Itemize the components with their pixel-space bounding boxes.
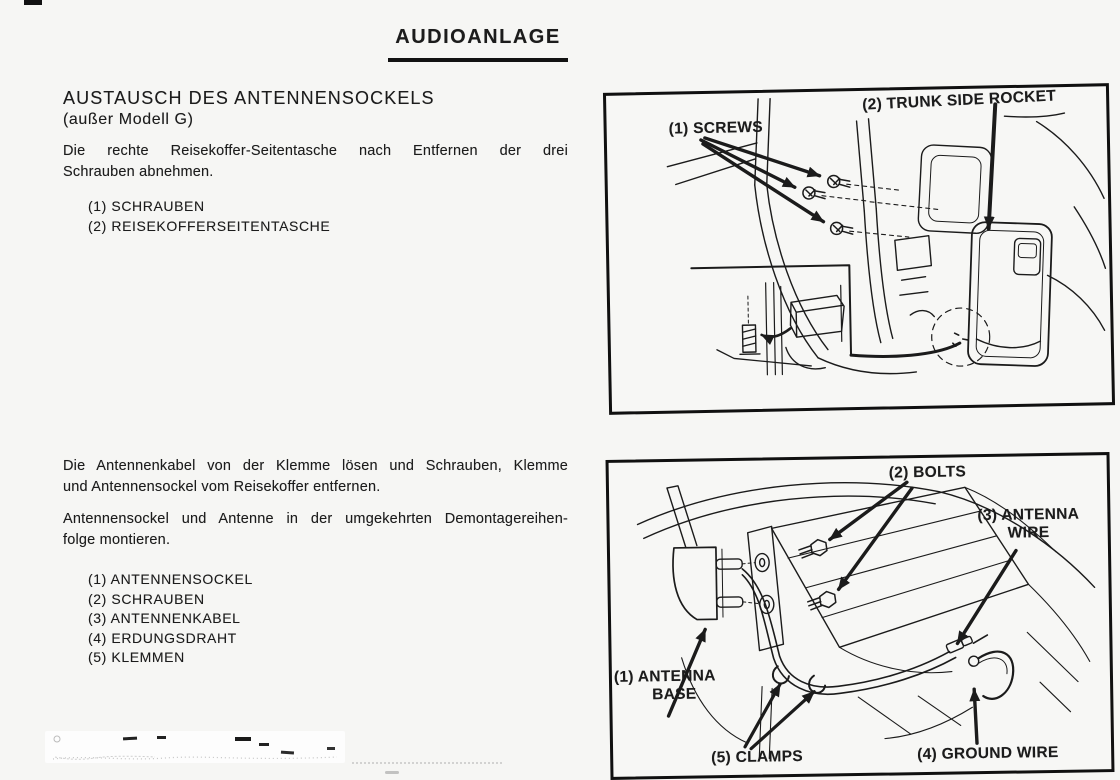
antenna-wire-arrow (956, 551, 1017, 644)
paragraph-remove-pocket (63, 141, 568, 183)
page-title: AUDIOANLAGE (395, 26, 561, 48)
list-item: (1) SCHRAUBEN (88, 198, 205, 214)
scan-artifact-corner (24, 0, 42, 5)
legend-list-antenna (88, 570, 253, 668)
illegible-stamp-artifact (45, 731, 345, 763)
pocket-arrow (986, 104, 997, 228)
figure-antenna-base (606, 452, 1115, 780)
label-antenna-wire: (3) ANTENNA WIRE (977, 505, 1080, 542)
title-underline (388, 58, 568, 62)
bolts-arrow (837, 488, 914, 589)
screw-icons (803, 175, 853, 235)
label-antenna-base: (1) ANTENNA BASE (613, 667, 716, 704)
paragraph-line: Antennensockel und Antenne in der umgekehrten Demontagereihen- (63, 511, 568, 527)
paragraph-reassembly (63, 509, 568, 551)
paragraph-line: Schrauben abnehmen. (63, 164, 214, 180)
trunk-side-pocket-shape (968, 222, 1053, 367)
list-item: (4) ERDUNGSDRAHT (88, 629, 237, 646)
stamp-smudges (45, 731, 345, 763)
label-trunk-side-pocket: (2) TRUNK SIDE ROCKET (861, 87, 1057, 114)
paragraph-line: Die Antennenkabel von der Klemme lösen und Schrauben, Klemme (63, 458, 568, 474)
scan-smudge (385, 771, 399, 774)
section-subheading: (außer Modell G) (63, 111, 194, 128)
figure-trunk-pocket (603, 83, 1115, 415)
screws-arrows (701, 136, 824, 224)
list-item: (1) ANTENNENSOCKEL (88, 571, 253, 587)
label-bolts: (2) BOLTS (888, 463, 967, 482)
antenna-wire-cable (742, 565, 988, 696)
label-clamps: (5) CLAMPS (711, 747, 804, 767)
label-screws: (1) SCREWS (668, 118, 764, 138)
list-item: (2) REISEKOFFERSEITENTASCHE (88, 217, 331, 234)
paragraph-line: und Antennensockel vom Reisekoffer entfernen. (63, 479, 381, 495)
list-item: (2) SCHRAUBEN (88, 590, 205, 607)
list-item: (3) ANTENNENKABEL (88, 610, 241, 626)
label-ground-wire: (4) GROUND WIRE (917, 743, 1059, 764)
callout-arrows (665, 481, 1019, 750)
scan-smudge (352, 755, 502, 764)
section-heading: AUSTAUSCH DES ANTENNENSOCKELS (63, 88, 435, 108)
list-item: (5) KLEMMEN (88, 649, 185, 665)
legend-list-pocket (88, 197, 330, 236)
clip-detail-inset (691, 263, 960, 376)
bolt-icons (799, 539, 836, 610)
ground-wire-arrow (974, 689, 977, 743)
paragraph-detach-antenna (63, 456, 568, 498)
paragraph-line: Die rechte Reisekoffer-Seitentasche nach Entfernen der drei (63, 143, 568, 159)
paragraph-line: folge montieren. (63, 532, 171, 548)
antenna-base-drawing (609, 455, 1112, 777)
clip-location-circle (931, 308, 990, 367)
